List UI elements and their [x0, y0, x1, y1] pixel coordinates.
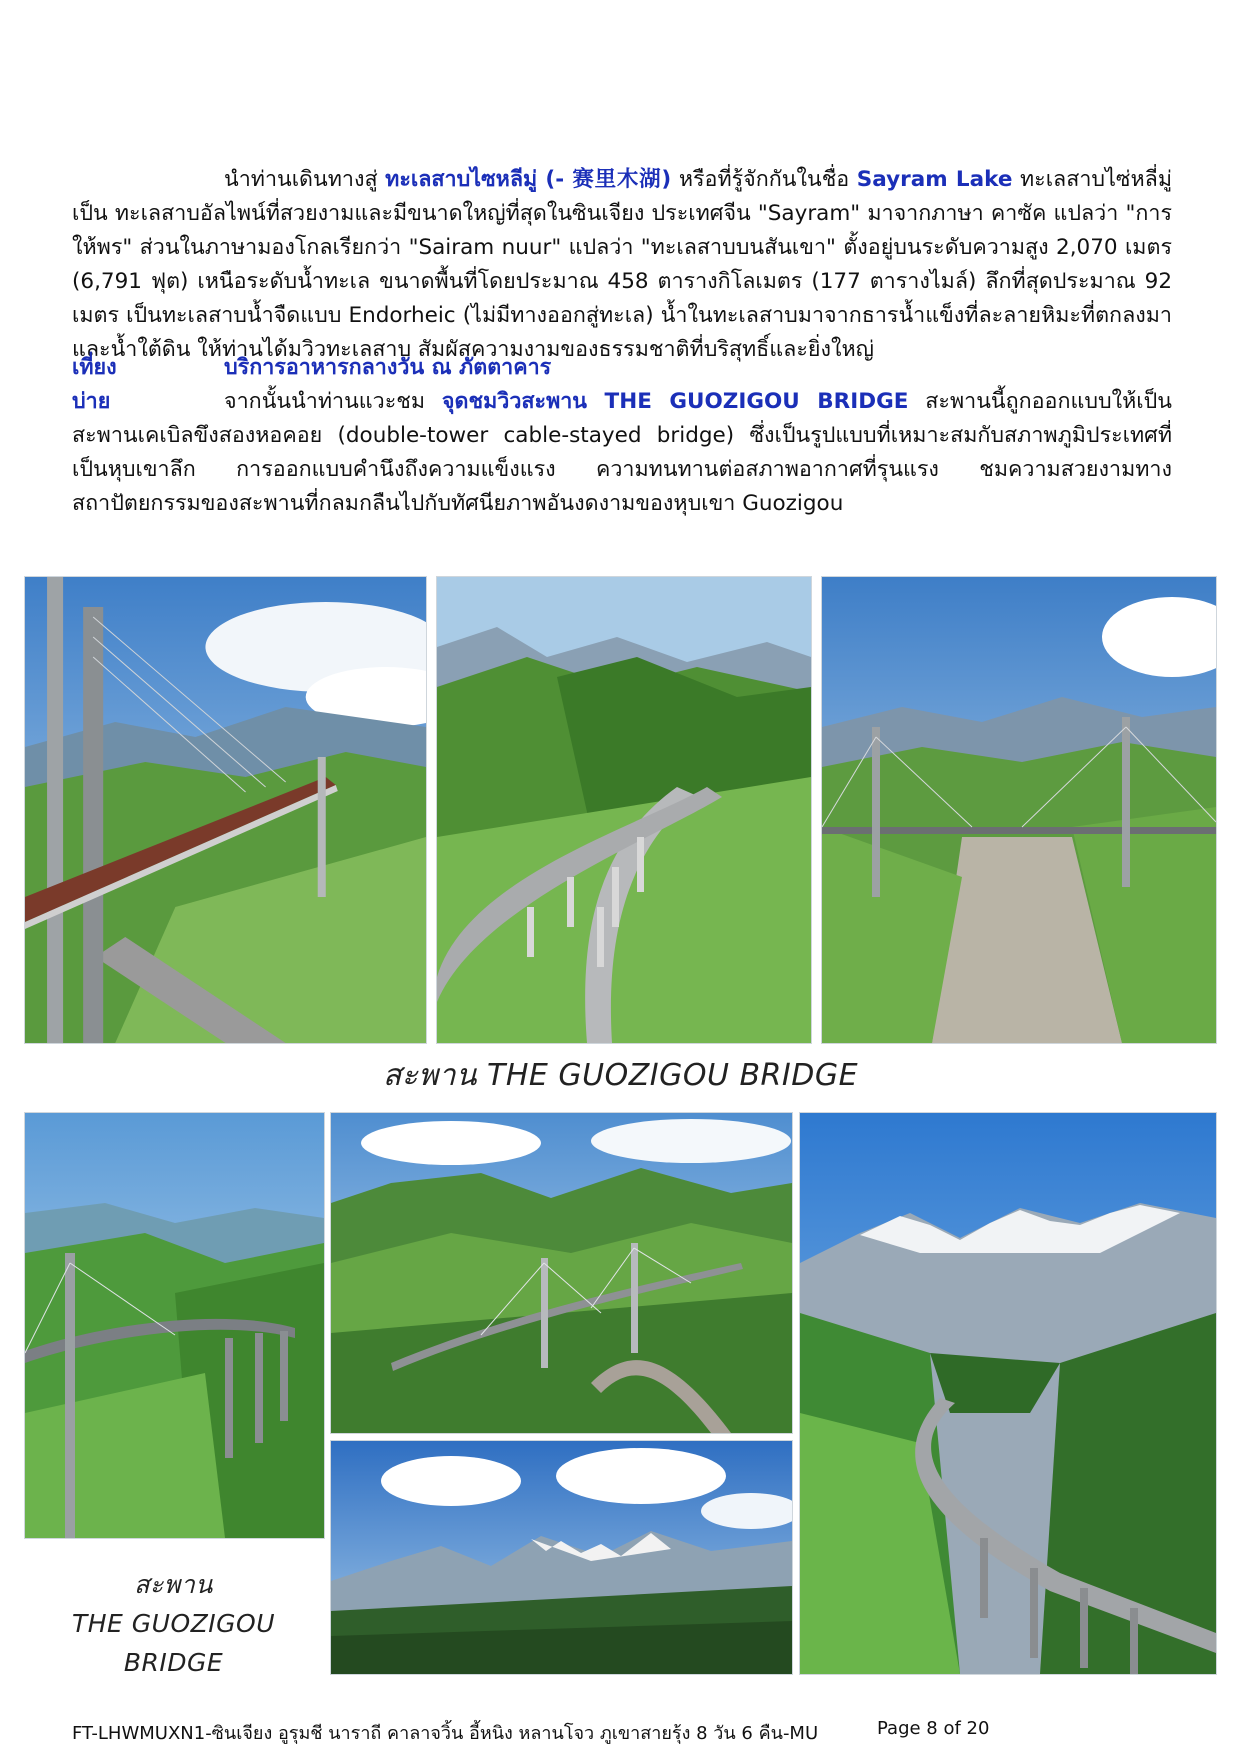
side-caption-line-2: THE GUOZIGOU — [71, 1609, 275, 1638]
bridge-photo-5 — [330, 1112, 793, 1434]
bridge-photo-1 — [24, 576, 427, 1044]
lunch-text: บริการอาหารกลางวัน ณ ภัตตาคาร — [224, 355, 552, 380]
footer-page-number: Page 8 of 20 — [877, 1718, 990, 1739]
bridge-photo-2 — [436, 576, 812, 1044]
bridge-photo-3 — [821, 576, 1217, 1044]
highway-photo — [799, 1112, 1217, 1675]
lake-name: ทะเลสาบไซหลีมู่ (- 赛里木湖) — [385, 167, 672, 192]
side-caption-line-3: BRIDGE — [123, 1648, 224, 1677]
bridge-photo-4 — [24, 1112, 325, 1539]
bridge-viewpoint: จุดชมวิวสะพาน THE GUOZIGOU BRIDGE — [441, 389, 909, 414]
lake-english-name: Sayram Lake — [856, 167, 1013, 192]
lake-paragraph: นำท่านเดินทางสู่ ทะเลสาบไซหลีมู่ (- 赛里木湖) หรือที่รู้จักกันในชื่อ Sayram Lake ทะเลสาบไซ่หลี่มู่ เป็น ทะเลสาบอัลไพน์ที่สวยงามและมีขนาดใหญ่ที่สุดในซินเจียง ประเทศจีน "Sayram" มาจากภาษา คาซัค แปลว่า "การให้พร" ส่วนในภาษามองโกลเรียกว่า "Sairam nuur" แปลว่า "ทะเลสาบบนสันเขา" ตั้งอยู่บนระดับความสูง 2,070 เมตร (6,791 ฟุต) เหนือระดับน้ำทะเล ขนาดพื้นที่โดยประมาณ 458 ตารางกิโลเมตร (177 ตารางไมล์) ลึกที่สุดประมาณ 92 เมตร เป็นทะเลสาบน้ำจืดแบบ Endorheic (ไม่มีทางออกสู่ทะเล) น้ำในทะเลสาบมาจากธารน้ำแข็งที่ละลายหิมะที่ตกลงมาและน้ำใต้ดิน ให้ท่านได้มวิวทะเลสาบ สัมผัสความงามของธรรมชาติที่บริสุทธิ์และยิ่งใหญ่ — [72, 167, 1173, 362]
lunch-label: เที่ยง — [72, 355, 117, 380]
side-caption — [24, 1565, 323, 1682]
lunch-row — [72, 351, 1172, 385]
main-caption: สะพาน THE GUOZIGOU BRIDGE — [382, 1058, 859, 1093]
afternoon-label: บ่าย — [72, 389, 111, 414]
footer-tour-code: FT-LHWMUXN1-ซินเจียง อูรุมชี นาราถี คาลาจวิ้น อี้หนิง หลานโจว ภูเขาสายรุ้ง 8 วัน 6 คืน-MU — [72, 1723, 819, 1744]
mountain-photo — [330, 1440, 793, 1675]
afternoon-paragraph: บ่าย จากนั้นนำท่านแวะชม จุดชมวิวสะพาน THE GUOZIGOU BRIDGE สะพานนี้ถูกออกแบบให้เป็นสะพานเคเบิลขึงสองหอคอย (double-tower cable-stayed bridge) ซึ่งเป็นรูปแบบที่เหมาะสมกับสภาพภูมิประเทศที่เป็นหุบเขาลึก การออกแบบคำนึงถึงความแข็งแรง ความทนทานต่อสภาพอากาศที่รุนแรง ชมความสวยงามทางสถาปัตยกรรมของสะพานที่กลมกลืนไปกับทัศนียภาพอันงดงามของหุบเขา Guozigou — [72, 385, 1172, 521]
side-caption-line-1: สะพาน — [134, 1570, 213, 1599]
